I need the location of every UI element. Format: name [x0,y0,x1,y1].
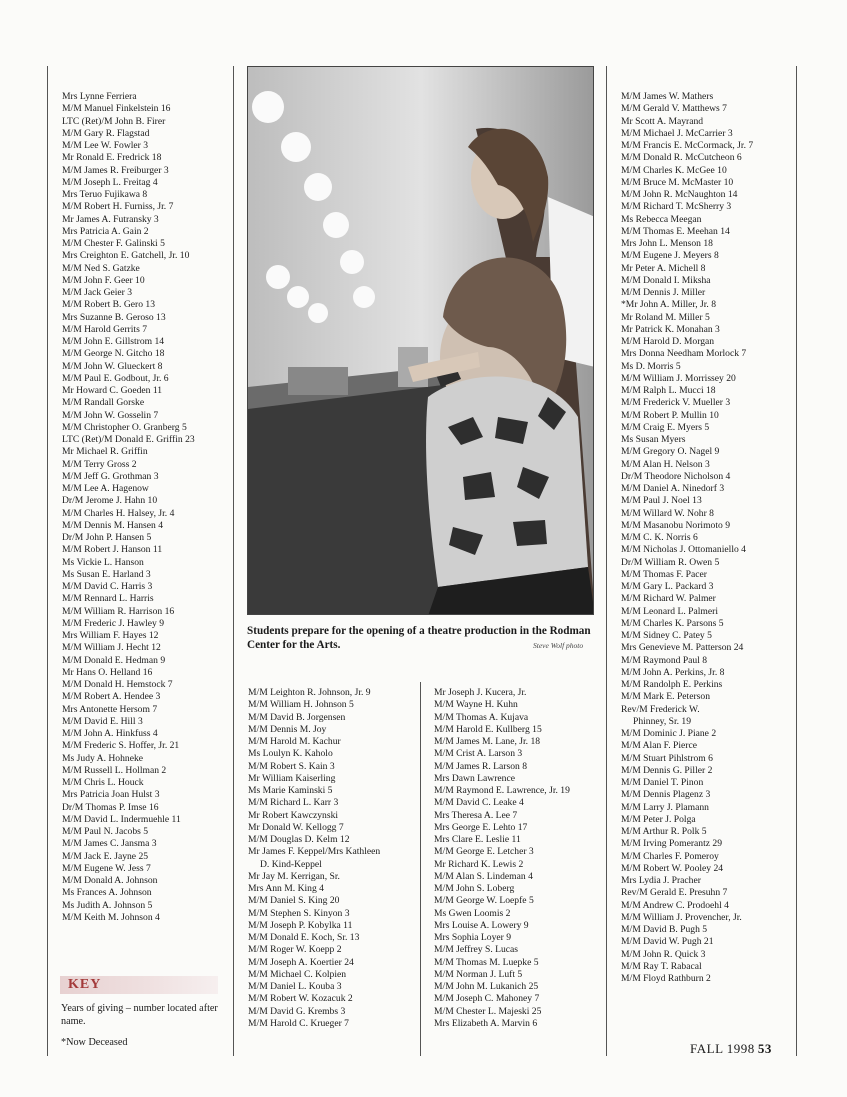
donor-entry: Mrs Dawn Lawrence [434,772,515,784]
donor-entry: M/M William J. Provencher, Jr. [621,911,742,923]
donor-list-column-4 [621,91,753,985]
photo-caption: Students prepare for the opening of a theatre production in the Rodman Center for the Arts. [247,625,591,651]
donor-entry: Mr Patrick K. Monahan 3 [621,323,720,335]
donor-entry: M/M Harold C. Krueger 7 [248,1017,349,1029]
donor-entry: M/M Harold E. Kullberg 15 [434,723,542,735]
donor-entry: M/M David B. Pugh 5 [621,924,708,935]
donor-entry: M/M Ralph L. Mucci 18 [621,385,716,396]
donor-entry: M/M Donald E. Koch, Sr. 13 [248,932,360,943]
donor-entry: M/M William H. Johnson 5 [248,699,354,711]
donor-entry: M/M Daniel S. King 20 [248,895,340,907]
donor-entry: M/M Joseph P. Kobylka 11 [248,919,353,931]
donor-entry: M/M Raymond Paul 8 [621,654,708,666]
donor-entry: M/M Manuel Finkelstein 16 [62,103,171,115]
donor-entry: M/M Donald R. McCutcheon 6 [621,152,742,164]
donor-entry: Ms Susan E. Harland 3 [62,568,151,580]
donor-entry: M/M Michael J. McCarrier 3 [621,127,733,139]
donor-entry: M/M William R. Harrison 16 [62,605,175,617]
donor-entry: M/M Joseph L. Freitag 4 [62,176,158,188]
donor-entry: M/M David B. Jorgensen [248,711,346,723]
donor-entry: M/M Robert H. Furniss, Jr. 7 [62,201,174,213]
donor-entry: M/M Ray T. Rabacal [621,960,702,972]
donor-entry: Dr/M William R. Owen 5 [621,556,720,568]
donor-entry: M/M Masanobu Norimoto 9 [621,519,730,531]
donor-entry: M/M Robert J. Hanson 11 [62,544,163,556]
donor-entry: M/M John E. Gillstrom 14 [62,336,165,347]
donor-entry: M/M Peter J. Polga [621,813,696,825]
donor-entry: M/M Chris L. Houck [62,777,144,788]
donor-entry: M/M Gerald V. Matthews 7 [621,103,727,115]
donor-entry: M/M Daniel A. Ninedorf 3 [621,483,725,494]
donor-entry: Ms Judith A. Johnson 5 [62,899,153,911]
donor-entry: Mrs Elizabeth A. Marvin 6 [434,1017,538,1029]
donor-entry: M/M Arthur R. Polk 5 [621,826,707,837]
donor-entry: M/M Dennis M. Hansen 4 [62,519,163,531]
donor-entry: M/M Paul N. Jacobs 5 [62,826,149,837]
donor-entry: M/M Dennis Plagenz 3 [621,789,711,801]
donor-entry: Ms Susan Myers [621,434,686,445]
donor-entry: Mrs Genevieve M. Patterson 24 [621,642,744,654]
page-number: 53 [757,1041,772,1056]
donor-entry: M/M Donald I. Miksha [621,274,711,286]
donor-entry: Mrs Antonette Hersom 7 [62,703,158,715]
column-rule-1 [47,66,48,1056]
donor-entry: M/M Roger W. Koepp 2 [248,944,342,956]
column-rule-2 [233,66,234,1056]
donor-entry: Mrs John L. Menson 18 [621,238,713,249]
donor-entry: LTC (Ret)/M John B. Firer [62,115,166,127]
donor-entry: Mr Peter A. Michell 8 [621,262,706,274]
donor-entry: M/M John A. Hinkfuss 4 [62,728,158,739]
donor-entry: M/M Harold Gerrits 7 [62,323,147,335]
key-description: Years of giving – number located after name. [61,1003,218,1027]
donor-entry: Mr Roland M. Miller 5 [621,311,710,323]
donor-entry: M/M Donald H. Hemstock 7 [62,679,173,690]
donor-entry: Mr Michael R. Griffin [62,446,148,458]
donor-entry: M/M Irving Pomerantz 29 [621,838,722,850]
donor-entry: Mrs Teruo Fujikawa 8 [62,189,148,200]
donor-entry: M/M Charles K. McGee 10 [621,164,727,176]
donor-entry: Mrs Lynne Ferriera [62,91,137,102]
donor-entry: M/M Jeff G. Grothman 3 [62,470,159,482]
donor-entry: Mrs Lydia J. Pracher [621,875,701,886]
donor-entry: M/M Harold M. Kachur [248,736,341,747]
donor-entry: M/M Michael C. Kolpien [248,968,347,980]
donor-list-column-3 [434,687,570,1030]
donor-entry: M/M George W. Loepfe 5 [434,895,534,907]
donor-entry: M/M Gregory O. Nagel 9 [621,446,720,458]
photo-credit: Steve Wolf photo [533,641,584,650]
donor-entry: M/M Craig E. Myers 5 [621,421,710,433]
donor-entry: M/M David C. Harris 3 [62,581,153,592]
donor-entry: M/M Thomas F. Pacer [621,568,707,580]
page-footer [690,1041,772,1057]
donor-entry: M/M Alan S. Lindeman 4 [434,870,533,882]
donor-entry: M/M Donald A. Johnson [62,875,158,886]
donor-entry: M/M John R. Quick 3 [621,948,706,960]
donor-entry: Dr/M Thomas P. Imse 16 [62,801,159,813]
donor-entry: M/M Dennis M. Joy [248,723,327,735]
donor-entry: M/M Mark E. Peterson [621,691,710,703]
donor-entry: M/M Dennis J. Miller [621,287,706,298]
donor-entry: M/M Gary L. Packard 3 [621,581,714,592]
donor-entry: Mr Robert Kawczynski [248,809,339,821]
issue-label: FALL 1998 [690,1041,755,1056]
donor-entry: M/M Christopher O. Granberg 5 [62,421,187,433]
donor-entry: M/M David C. Leake 4 [434,797,524,809]
donor-entry: Ms Marie Kaminski 5 [248,785,333,796]
donor-entry: M/M Lee W. Fowler 3 [62,140,149,151]
donor-entry: M/M Andrew C. Prodoehl 4 [621,899,729,911]
donor-entry: Dr/M Theodore Nicholson 4 [621,470,731,482]
donor-entry: M/M Stephen S. Kinyon 3 [248,907,350,919]
donor-entry: Ms Rebecca Meegan [621,213,702,225]
donor-entry: M/M Richard L. Karr 3 [248,797,339,809]
donor-entry: M/M Stuart Pihlstrom 6 [621,752,713,764]
donor-entry: Mrs William F. Hayes 12 [62,630,159,641]
donor-entry: Mr James A. Futransky 3 [62,213,159,225]
donor-entry: M/M Douglas D. Kelm 12 [248,834,350,845]
donor-entry: M/M Paul J. Noel 13 [621,495,702,507]
donor-entry: M/M Thomas A. Kujava [434,711,529,723]
donor-entry: M/M William J. Hecht 12 [62,642,161,654]
donor-entry: M/M Dennis G. Piller 2 [621,764,713,776]
donor-entry: Rev/M Gerald E. Presuhn 7 [621,887,728,899]
donor-entry: M/M Daniel L. Kouba 3 [248,981,342,992]
deceased-note: *Now Deceased [61,1037,128,1048]
donor-entry: Mrs Louise A. Lowery 9 [434,919,529,931]
donor-entry: Mrs Clare E. Leslie 11 [434,834,521,845]
donor-entry: M/M Sidney C. Patey 5 [621,630,712,641]
donor-entry: M/M John F. Geer 10 [62,274,145,286]
donor-entry: M/M John W. Gosselin 7 [62,409,159,421]
donor-entry: M/M John M. Lukanich 25 [434,981,539,992]
donor-entry: M/M Chester F. Galinski 5 [62,238,165,249]
donor-entry: M/M James W. Mathers [621,91,714,102]
donor-entry: Dr/M Jerome J. Hahn 10 [62,495,158,507]
donor-entry: Ms Frances A. Johnson [62,887,152,899]
donor-entry: M/M Charles F. Pomeroy [621,850,719,862]
donor-entry: M/M Larry J. Plamann [621,801,709,813]
donor-entry: M/M Floyd Rathburn 2 [621,973,711,984]
donor-entry: Mrs Donna Needham Morlock 7 [621,348,747,360]
donor-entry: M/M Joseph C. Mahoney 7 [434,993,540,1005]
donor-entry: M/M Russell L. Hollman 2 [62,764,167,776]
donor-entry: Phinney, Sr. 19 [633,715,692,727]
donor-entry: Dr/M John P. Hansen 5 [62,532,152,543]
donor-entry: M/M Jeffrey S. Lucas [434,944,519,956]
donor-entry: M/M Harold D. Morgan [621,336,715,347]
donor-entry: M/M George N. Gitcho 18 [62,348,165,360]
donor-entry: Rev/M Frederick W. [621,703,700,715]
donor-entry: *Mr John A. Miller, Jr. 8 [621,299,717,311]
donor-entry: M/M William J. Morrissey 20 [621,372,736,384]
column-rule-5 [796,66,797,1056]
donor-entry: Mr Jay M. Kerrigan, Sr. [248,870,340,882]
donor-entry: Mrs Creighton E. Gatchell, Jr. 10 [62,250,190,262]
donor-entry: M/M Charles H. Halsey, Jr. 4 [62,507,175,519]
donor-entry: M/M Bruce M. McMaster 10 [621,176,734,188]
donor-entry: M/M Eugene W. Jess 7 [62,862,151,874]
donor-entry: M/M Norman J. Luft 5 [434,968,523,980]
donor-entry: Mr Howard C. Goeden 11 [62,385,163,396]
donor-entry: M/M Robert S. Kain 3 [248,760,335,772]
donor-entry: M/M Donald E. Hedman 9 [62,654,166,666]
donor-entry: M/M James R. Freiburger 3 [62,164,169,176]
donor-entry: Ms Loulyn K. Kaholo [248,748,333,760]
donor-entry: Mr Hans O. Helland 16 [62,666,153,678]
donor-entry: M/M Charles K. Parsons 5 [621,617,724,629]
donor-entry: Mr Richard K. Lewis 2 [434,858,524,870]
donor-entry: Ms Vickie L. Hanson [62,556,144,568]
donor-entry: M/M James R. Larson 8 [434,760,528,772]
donor-entry: Ms Judy A. Hohneke [62,752,144,764]
donor-entry: Mrs Sophia Loyer 9 [434,932,512,943]
donor-entry: M/M Leonard L. Palmeri [621,605,718,617]
donor-entry: M/M Eugene J. Meyers 8 [621,250,719,262]
donor-entry: M/M Terry Gross 2 [62,458,137,470]
donor-entry: Mr Ronald E. Fredrick 18 [62,152,162,164]
donor-entry: M/M Nicholas J. Ottomaniello 4 [621,544,746,556]
donor-list-column-2 [248,687,380,1030]
donor-entry: M/M Rennard L. Harris [62,593,154,605]
donor-entry: M/M Dominic J. Piane 2 [621,728,717,739]
donor-entry: M/M John W. Glueckert 8 [62,360,163,372]
donor-entry: Mr Scott A. Mayrand [621,115,704,127]
donor-entry: M/M Frederick V. Mueller 3 [621,397,731,409]
donor-entry: M/M Frederic S. Hoffer, Jr. 21 [62,740,180,752]
donor-entry: M/M George E. Letcher 3 [434,846,534,858]
donor-entry: M/M David G. Krembs 3 [248,1005,346,1017]
donor-entry: M/M Frederic J. Hawley 9 [62,617,165,629]
donor-entry: M/M Francis E. McCormack, Jr. 7 [621,140,754,151]
donor-entry: M/M C. K. Norris 6 [621,532,698,543]
donor-entry: M/M Robert B. Gero 13 [62,299,156,311]
donor-entry: M/M Chester L. Majeski 25 [434,1005,542,1017]
donor-entry: Mrs Ann M. King 4 [248,883,324,894]
donor-entry: Mrs Theresa A. Lee 7 [434,809,518,821]
donor-list-column-1 [62,91,195,924]
donor-entry: M/M Robert A. Hendee 3 [62,691,161,703]
donor-entry: Mrs Suzanne B. Geroso 13 [62,311,166,323]
donor-entry: M/M Robert W. Kozacuk 2 [248,993,353,1005]
donor-entry: M/M Ned S. Gatzke [62,262,140,274]
donor-entry: Mr Joseph J. Kucera, Jr. [434,687,527,698]
donor-entry: M/M Richard T. McSherry 3 [621,201,732,213]
donor-entry: M/M Wayne H. Kuhn [434,699,518,711]
donor-entry: M/M Robert P. Mullin 10 [621,409,719,421]
donor-entry: M/M James C. Jansma 3 [62,838,157,850]
donor-entry: M/M Daniel T. Pinon [621,777,704,788]
donor-entry: M/M Richard W. Palmer [621,593,716,605]
theatre-makeup-photo [247,66,594,615]
donor-entry: M/M David W. Pugh 21 [621,936,714,948]
donor-entry: M/M Alan F. Pierce [621,740,697,752]
column-rule-4 [606,66,607,1056]
donor-entry: M/M Joseph A. Koertier 24 [248,956,354,968]
donor-entry: Mr James F. Keppel/Mrs Kathleen [248,846,381,858]
donor-entry: M/M Randall Gorske [62,397,145,409]
donor-entry: M/M Robert W. Pooley 24 [621,862,724,874]
donor-entry: Ms Gwen Loomis 2 [434,907,511,919]
donor-entry: M/M Raymond E. Lawrence, Jr. 19 [434,785,570,796]
donor-entry: Mr Donald W. Kellogg 7 [248,821,344,833]
donor-entry: M/M David L. Indermuehle 11 [62,813,181,825]
donor-entry: LTC (Ret)/M Donald E. Griffin 23 [62,434,195,445]
key-title: KEY [68,977,102,992]
column-rule-3 [420,682,421,1056]
donor-entry: M/M Gary R. Flagstad [62,127,150,139]
donor-entry: M/M Crist A. Larson 3 [434,748,523,760]
donor-entry: M/M Paul E. Godbout, Jr. 6 [62,372,169,384]
donor-entry: M/M Leighton R. Johnson, Jr. 9 [248,687,371,698]
donor-entry: M/M David E. Hill 3 [62,715,143,727]
donor-entry: M/M Randolph E. Perkins [621,679,723,690]
donor-entry: M/M John S. Loberg [434,883,515,894]
donor-entry: M/M John R. McNaughton 14 [621,189,738,200]
donor-entry: M/M James M. Lane, Jr. 18 [434,736,541,747]
donor-entry: M/M Thomas M. Luepke 5 [434,956,539,968]
donor-entry: Mrs Patricia Joan Hulst 3 [62,789,160,801]
donor-entry: M/M Jack Geier 3 [62,287,133,298]
donor-entry: Ms D. Morris 5 [621,360,681,372]
donor-entry: M/M Keith M. Johnson 4 [62,911,160,923]
donor-entry: D. Kind-Keppel [260,858,322,870]
donor-entry: M/M Jack E. Jayne 25 [62,850,149,862]
donor-entry: M/M Alan H. Nelson 3 [621,458,710,470]
donor-entry: M/M Willard W. Nohr 8 [621,507,714,519]
donor-entry: M/M Thomas E. Meehan 14 [621,225,730,237]
donor-entry: Mr William Kaiserling [248,772,336,784]
donor-entry: M/M Lee A. Hagenow [62,483,149,494]
donor-entry: M/M John A. Perkins, Jr. 8 [621,666,725,678]
donor-entry: Mrs Patricia A. Gain 2 [62,225,149,237]
donor-entry: Mrs George E. Lehto 17 [434,821,528,833]
